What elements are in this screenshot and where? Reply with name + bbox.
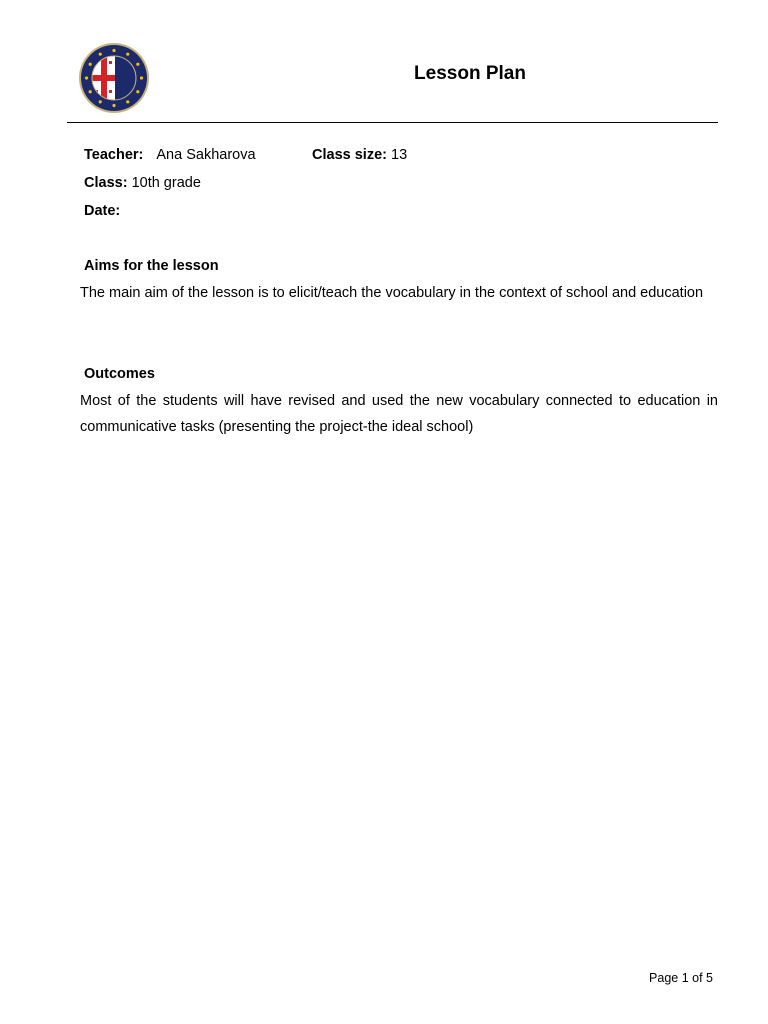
page-title: Lesson Plan	[414, 63, 526, 84]
outcomes-text: Most of the students will have revised and used the new vocabulary connected to education in communicative tasks (presenting the project-the ideal school)	[80, 393, 718, 435]
class-size-label: Class size:	[312, 147, 387, 163]
class-value: 10th grade	[131, 175, 201, 191]
class-label: Class:	[84, 175, 128, 191]
class-field	[84, 174, 201, 192]
aims-text: The main aim of the lesson is to elicit/teach the vocabulary in the context of school and education	[80, 285, 704, 301]
page-number: Page 1 of 5	[649, 971, 713, 985]
aims-heading: Aims for the lesson	[84, 258, 219, 274]
date-label: Date:	[84, 203, 121, 219]
teacher-label: Teacher:	[84, 147, 144, 163]
class-size-field	[312, 146, 407, 164]
school-logo-icon	[78, 42, 150, 114]
teacher-field	[84, 146, 256, 164]
date-field	[84, 202, 120, 220]
header-divider	[67, 122, 718, 123]
teacher-value: Ana Sakharova	[156, 147, 256, 163]
class-size-value: 13	[391, 147, 408, 163]
outcomes-heading: Outcomes	[84, 366, 155, 382]
